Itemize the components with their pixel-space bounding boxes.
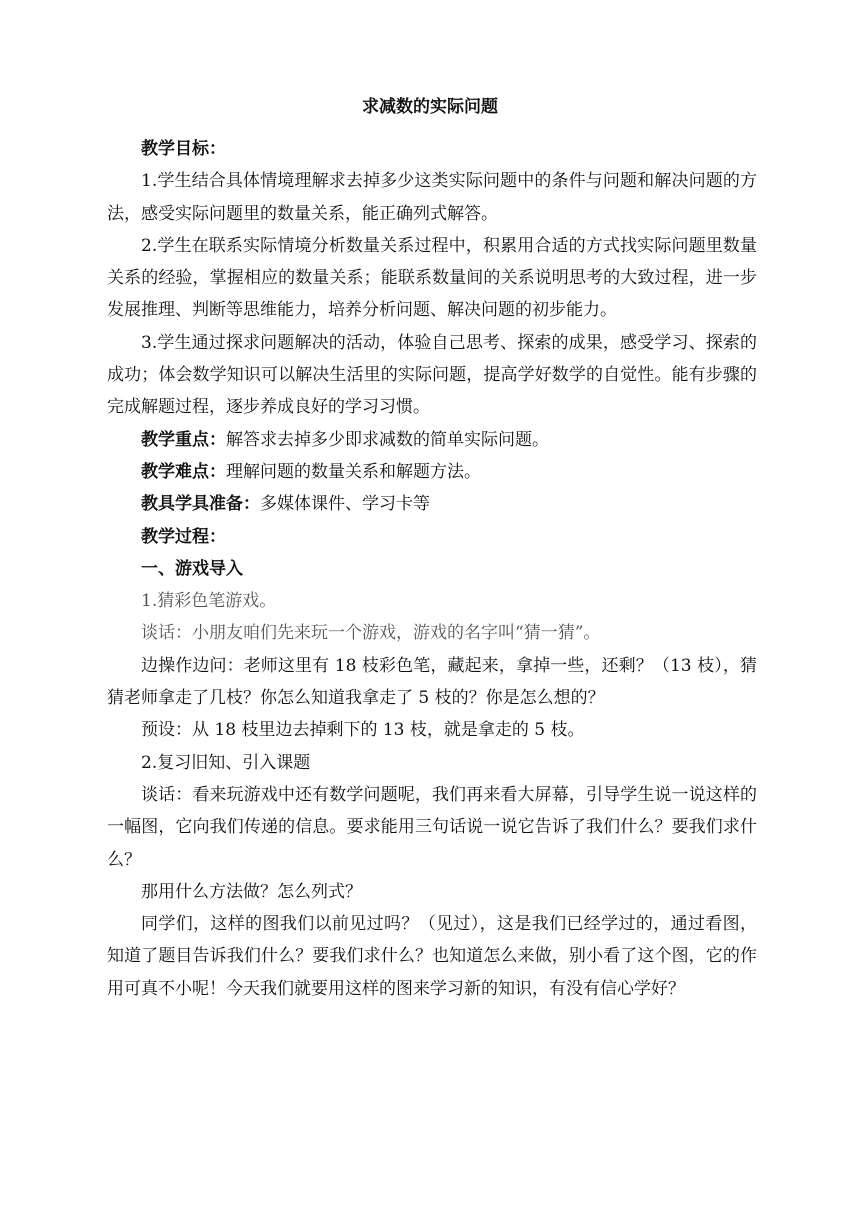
key-point	[107, 424, 757, 456]
section1-para1: 边操作边问：老师这里有 18 枝彩色笔，藏起来，拿掉一些，还剩？（13 枝），猜猜老师拿走了几枝？你怎么知道我拿走了 5 枝的？你是怎么想的？	[107, 655, 757, 709]
objectives-heading: 教学目标：	[141, 139, 226, 159]
key-point-label: 教学重点：	[141, 429, 226, 450]
document-title: 求减数的实际问题	[362, 97, 498, 117]
key-point-text: 解答求去掉多少即求减数的简单实际问题。	[226, 429, 549, 450]
materials-text: 多媒体课件、学习卡等	[260, 494, 430, 515]
section1-para5: 同学们，这样的图我们以前见过吗？（见过），这是我们已经学过的，通过看图，知道了题目告诉我们什么？要我们求什么？也知道怎么来做，别小看了这个图，它的作用可真不小呢！今天我们就要用这样的图来学习新的知识，有没有信心学好？	[107, 914, 757, 999]
objective-1: 1.学生结合具体情境理解求去掉多少这类实际问题中的条件与问题和解决问题的方法，感受实际问题里的数量关系，能正确列式解答。	[107, 171, 757, 224]
section1-para3: 谈话：看来玩游戏中还有数学问题呢，我们再来看大屏幕，引导学生说一说这样的一幅图，它向我们传递的信息。要求能用三句话说一说它告诉了我们什么？要我们求什么？	[107, 784, 757, 870]
document-body	[107, 133, 757, 1005]
section1-para4: 那用什么方法做？怎么列式？	[141, 881, 362, 902]
section1-para2: 预设：从 18 枝里边去掉剩下的 13 枝，就是拿走的 5 枝。	[141, 720, 585, 741]
objective-2: 2.学生在联系实际情境分析数量关系过程中，积累用合适的方式找实际问题里数量关系的经验，掌握相应的数量关系；能联系数量间的关系说明思考的大致过程，进一步发展推理、判断等思维能力，培养分析问题、解决问题的初步能力。	[107, 235, 757, 321]
materials-label: 教具学具准备：	[141, 494, 260, 515]
difficulty-text: 理解问题的数量关系和解题方法。	[226, 461, 481, 482]
difficulty-label: 教学难点：	[141, 461, 226, 482]
section1-sub1: 1.猜彩色笔游戏。	[141, 591, 277, 612]
materials	[107, 488, 757, 520]
section1-sub2: 2.复习旧知、引入课题	[141, 752, 311, 773]
section1-heading: 一、游戏导入	[141, 558, 243, 579]
objective-3: 3.学生通过探求问题解决的活动，体验自己思考、探索的成果，感受学习、探索的成功；体会数学知识可以解决生活里的实际问题，提高学好数学的自觉性。能有步骤的完成解题过程，逐步养成良好的学习习惯。	[107, 332, 757, 418]
section1-talk1: 谈话：小朋友咱们先来玩一个游戏，游戏的名字叫“猜一猜”。	[141, 623, 601, 644]
process-heading: 教学过程：	[141, 526, 226, 547]
difficulty	[107, 456, 757, 488]
